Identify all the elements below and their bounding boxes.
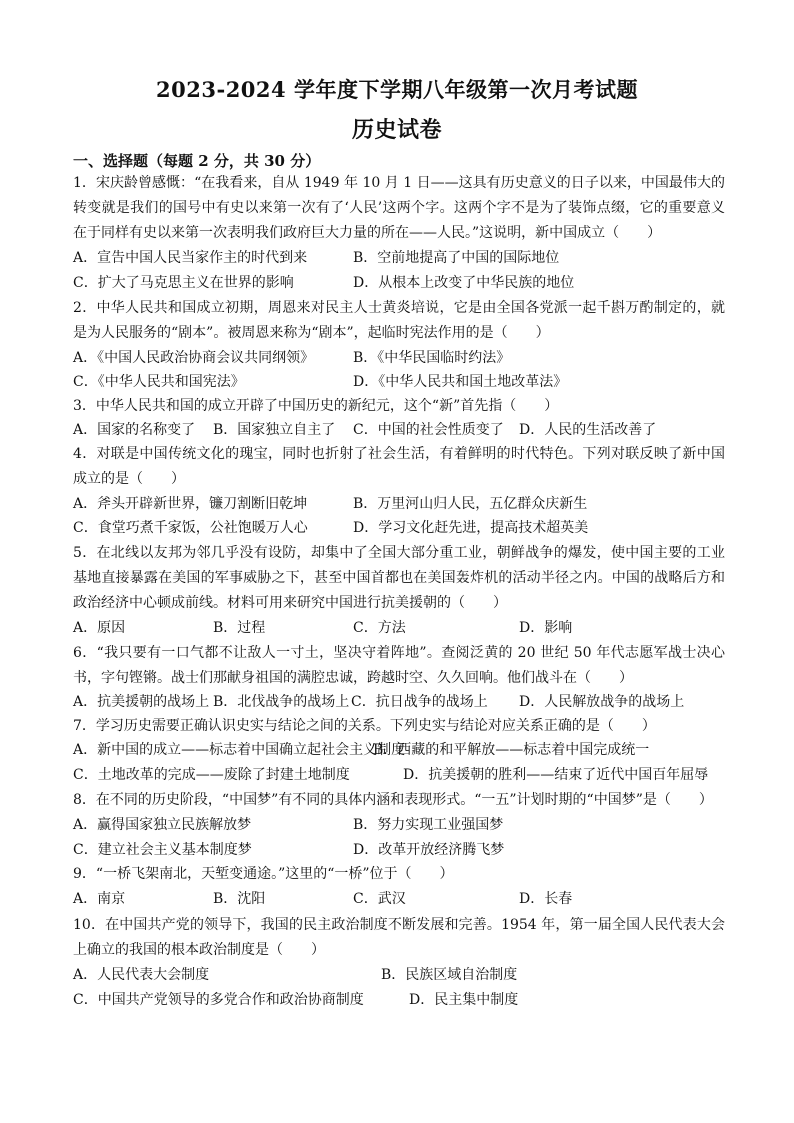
question-1-option-c: C．扩大了马克思主义在世界的影响 bbox=[73, 275, 294, 291]
question-7-option-a: A．新中国的成立——标志着中国确立起社会主义制度 bbox=[73, 742, 406, 758]
question-1-options-row-2 bbox=[73, 271, 733, 296]
question-5-stem: 5．在北线以友邦为邻几乎没有设防，却集中了全国大部分重工业，朝鲜战争的爆发，使中国主要的工业基地直接暴露在美国的军事威胁之下，甚至中国首都也在美国轰炸机的活动半径之内。中国的战略后方和政治经济中心顿成前线。材料可用来研究中国进行抗美援朝的（ ） bbox=[73, 545, 725, 611]
question-10-options-row-2 bbox=[73, 988, 733, 1013]
question-9-stem: 9．“一桥飞架南北，天堑变通途。”这里的“一桥”位于（ ） bbox=[73, 866, 454, 882]
question-2-options-row-1 bbox=[73, 346, 733, 371]
question-8-option-c: C．建立社会主义基本制度梦 bbox=[73, 842, 252, 858]
question-10-option-b: B．民族区域自治制度 bbox=[381, 967, 518, 983]
question-6-option-a: A．抗美援朝的战场上 bbox=[73, 694, 210, 710]
question-8-stem: 8．在不同的历史阶段，“中国梦”有不同的具体内涵和表现形式。“一五”计划时期的“中国梦”是（ ） bbox=[73, 792, 713, 808]
question-5-option-a: A．原因 bbox=[73, 620, 126, 636]
question-5-option-c: C．方法 bbox=[353, 620, 406, 636]
question-1-options-row-1 bbox=[73, 246, 733, 271]
question-7-option-b: B．西藏的和平解放——标志着中国完成统一 bbox=[373, 742, 650, 758]
question-5-options bbox=[73, 616, 733, 641]
question-4-option-a: A．斧头开辟新世界，镰刀割断旧乾坤 bbox=[73, 496, 308, 512]
question-6-options bbox=[73, 690, 733, 715]
question-8-options-row-2 bbox=[73, 838, 733, 863]
question-7-option-d: D．抗美援朝的胜利——结束了近代中国百年屈辱 bbox=[403, 767, 709, 783]
question-6-option-c: C．抗日战争的战场上 bbox=[351, 694, 488, 710]
question-8-option-b: B．努力实现工业强国梦 bbox=[353, 817, 504, 833]
question-5-option-d: D．影响 bbox=[519, 620, 573, 636]
question-2-stem: 2．中华人民共和国成立初期，周恩来对民主人士黄炎培说，它是由全国各党派一起千斟万酌制定的，就是为人民服务的“剧本”。被周恩来称为“剧本”，起临时宪法作用的是（ ） bbox=[73, 300, 725, 341]
question-5-option-b: B．过程 bbox=[213, 620, 266, 636]
question-4-option-b: B．万里河山归人民，五亿群众庆新生 bbox=[353, 496, 588, 512]
question-4-options-row-1 bbox=[73, 492, 733, 517]
question-3-options bbox=[73, 418, 733, 443]
question-9-option-a: A．南京 bbox=[73, 891, 126, 907]
question-7-stem: 7．学习历史需要正确认识史实与结论之间的关系。下列史实与结论对应关系正确的是（ ） bbox=[73, 718, 656, 734]
question-7-options-row-2 bbox=[73, 763, 733, 788]
question-9-option-d: D．长春 bbox=[519, 891, 573, 907]
question-1-option-d: D．从根本上改变了中华民族的地位 bbox=[353, 275, 575, 291]
question-6-option-d: D．人民解放战争的战场上 bbox=[519, 694, 685, 710]
question-3-option-b: B．国家独立自主了 bbox=[213, 422, 336, 438]
question-4-options-row-2 bbox=[73, 516, 733, 541]
question-4-option-d: D．学习文化赶先进，提高技术超英美 bbox=[353, 520, 589, 536]
question-10-stem: 10．在中国共产党的领导下，我国的民主政治制度不断发展和完善。1954 年，第一届全国人民代表大会上确立的我国的根本政治制度是（ ） bbox=[73, 917, 725, 958]
question-9-options bbox=[73, 887, 733, 912]
question-9-option-b: B．沈阳 bbox=[213, 891, 266, 907]
question-10-option-a: A．人民代表大会制度 bbox=[73, 967, 210, 983]
question-10-option-d: D．民主集中制度 bbox=[409, 992, 519, 1008]
exam-title: 2023-2024 学年度下学期八年级第一次月考试题 bbox=[156, 77, 638, 102]
question-6-option-b: B．北伐战争的战场上 bbox=[213, 694, 350, 710]
question-8-option-a: A．赢得国家独立民族解放梦 bbox=[73, 817, 252, 833]
question-1-stem: 1．宋庆龄曾感慨：“在我看来，自从 1949 年 10 月 1 日——这具有历史意义的日子以来，中国最伟大的转变就是我们的国号中有史以来第一次有了‘人民’这两个字。这两个字不是为了装饰点缀，它的重要意义在于同样有史以来第一次表明我们政府巨大力量的所在——人民。”这说明，新中国成立（ ） bbox=[73, 175, 725, 241]
question-7-option-c: C．土地改革的完成——废除了封建土地制度 bbox=[73, 767, 350, 783]
question-10-options-row-1 bbox=[73, 963, 733, 988]
question-4-option-c: C．食堂巧煮千家饭，公社饱暖万人心 bbox=[73, 520, 308, 536]
question-8-option-d: D．改革开放经济腾飞梦 bbox=[353, 842, 505, 858]
section-heading: 一、选择题（每题 2 分，共 30 分） bbox=[73, 152, 321, 170]
question-3-option-c: C．中国的社会性质变了 bbox=[353, 422, 504, 438]
question-7-options-row-1 bbox=[73, 738, 733, 763]
question-3-stem: 3．中华人民共和国的成立开辟了中国历史的新纪元，这个“新”首先指（ ） bbox=[73, 398, 559, 414]
question-9-option-c: C．武汉 bbox=[353, 891, 406, 907]
question-2-option-b: B．《中华民国临时约法》 bbox=[353, 350, 511, 366]
question-3-option-a: A．国家的名称变了 bbox=[73, 422, 196, 438]
question-10-option-c: C．中国共产党领导的多党合作和政治协商制度 bbox=[73, 992, 364, 1008]
question-6-stem: 6．“我只要有一口气都不让敌人一寸土，坚决守着阵地”。查阅泛黄的 20 世纪 50 年代志愿军战士决心书，字句铿锵。战士们那献身祖国的满腔忠诚，跨越时空、久久回响。他们战斗在（ ） bbox=[73, 645, 725, 686]
question-2-option-a: A．《中国人民政治协商会议共同纲领》 bbox=[73, 350, 315, 366]
question-2-option-d: D．《中华人民共和国土地改革法》 bbox=[353, 374, 568, 390]
exam-subtitle: 历史试卷 bbox=[351, 117, 442, 143]
question-2-options-row-2 bbox=[73, 370, 733, 395]
question-4-stem: 4．对联是中国传统文化的瑰宝，同时也折射了社会生活，有着鲜明的时代特色。下列对联反映了新中国成立的是（ ） bbox=[73, 446, 725, 487]
question-1-option-b: B．空前地提高了中国的国际地位 bbox=[353, 250, 560, 266]
question-3-option-d: D．人民的生活改善了 bbox=[519, 422, 657, 438]
question-2-option-c: C．《中华人民共和国宪法》 bbox=[73, 374, 245, 390]
question-1-option-a: A．宣告中国人民当家作主的时代到来 bbox=[73, 250, 308, 266]
question-8-options-row-1 bbox=[73, 813, 733, 838]
